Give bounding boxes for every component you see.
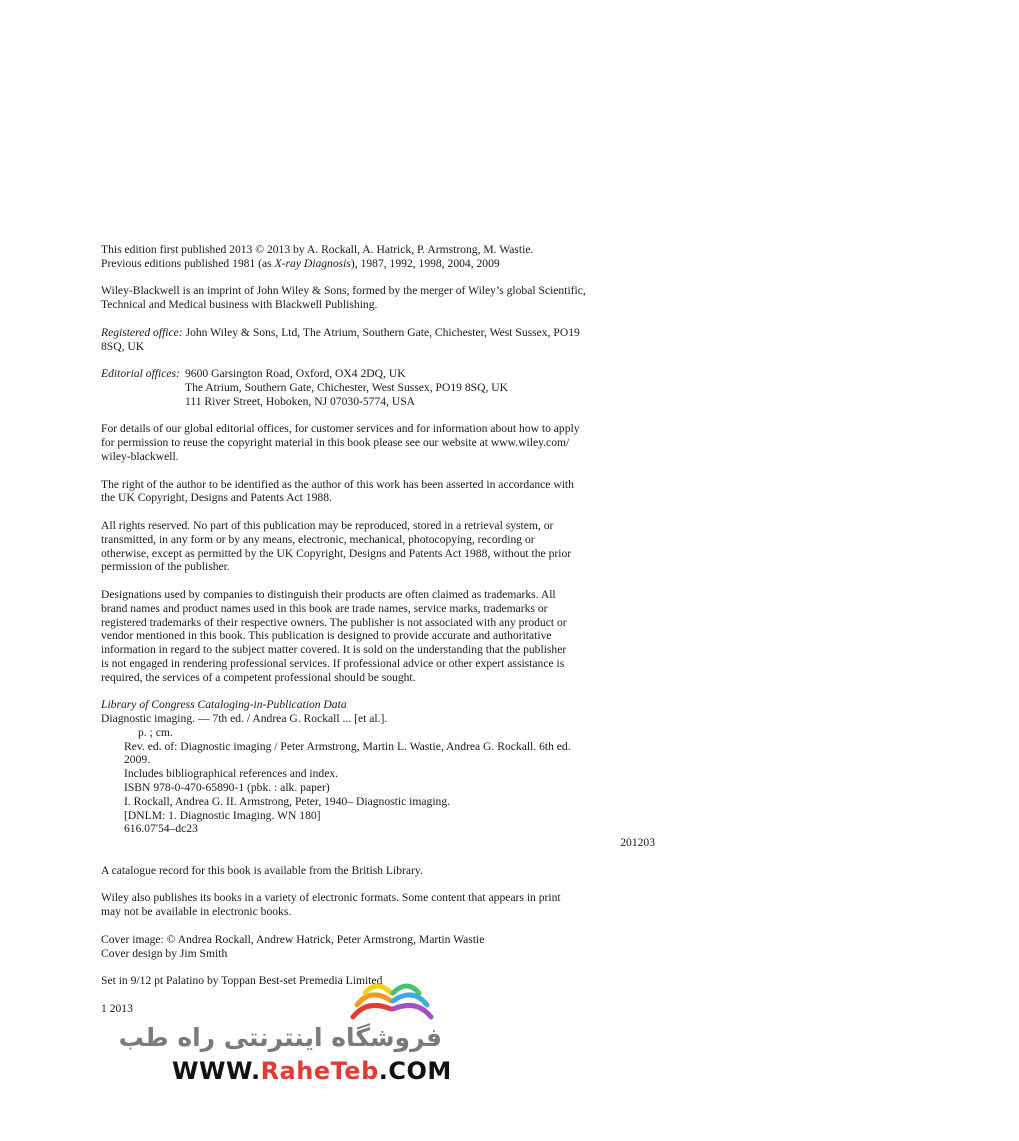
registered-office-address: John Wiley & Sons, Ltd, The Atrium, Southern Gate, Chichester, West Sussex, PO19 (182, 325, 580, 339)
rights-line-3: otherwise, except as permitted by the UK Copyright, Designs and Patents Act 1988, without the prior (101, 546, 572, 560)
designations-line-4: vendor mentioned in this book. This publication is designed to provide accurate and authoritative (101, 629, 552, 643)
copyright-page (101, 243, 661, 1030)
cover-design-line: Cover design by Jim Smith (101, 946, 228, 960)
cip-title-line: Diagnostic imaging. — 7th ed. / Andrea G. Rockall ... [et al.]. (101, 712, 388, 726)
catalogue-line: A catalogue record for this book is available from the British Library. (101, 863, 423, 877)
cip-class-line: 616.07'54–dc23 (124, 822, 198, 836)
designations-line-6: is not engaged in rendering professional services. If professional advice or other expert assistance is (101, 656, 565, 670)
cip-authors-line: I. Rockall, Andrea G. II. Armstrong, Peter, 1940– Diagnostic imaging. (124, 794, 451, 808)
author-right-paragraph (101, 478, 661, 506)
cip-data (101, 698, 661, 850)
electronic-paragraph (101, 891, 661, 919)
watermark-persian-text: فروشگاه اینترنتی راه طب (118, 1023, 442, 1052)
author-right-line-1: The right of the author to be identified as the author of this work has been asserted in accordance with (101, 477, 574, 491)
designations-line-5: information in regard to the subject matter covered. It is sold on the understanding that the publisher (101, 643, 567, 657)
previous-editions-line (101, 257, 661, 271)
imprint-line-2: Technical and Medical business with Blackwell Publishing. (101, 298, 378, 312)
rights-line-2: transmitted, in any form or by any means, electronic, mechanical, photocopying, recording or (101, 532, 535, 546)
imprint-paragraph (101, 284, 661, 312)
author-right-line-2: the UK Copyright, Designs and Patents Act 1988. (101, 491, 332, 505)
rights-line-4: permission of the publisher. (101, 560, 230, 574)
registered-office-line (101, 326, 661, 340)
editorial-offices (101, 367, 661, 408)
catalogue-paragraph (101, 864, 661, 878)
cip-heading: Library of Congress Cataloging-in-Publication Data (101, 698, 347, 712)
designations-line-2: brand names and product names used in this book are trade names, service marks, trademarks or (101, 601, 548, 615)
details-line-3: wiley-blackwell. (101, 449, 179, 463)
designations-line-1: Designations used by companies to distinguish their products are often claimed as trademarks. All (101, 587, 556, 601)
designations-line-3: registered trademarks of their respective owners. The publisher is not associated with any product or (101, 615, 567, 629)
registered-office-label: Registered office: (101, 325, 183, 339)
watermark-url-prefix: WWW. (172, 1057, 261, 1085)
watermark-url (172, 1057, 452, 1085)
details-paragraph (101, 422, 661, 463)
editorial-office-2: The Atrium, Southern Gate, Chichester, West Sussex, PO19 8SQ, UK (185, 380, 508, 394)
previous-title: X-ray Diagnosis (274, 256, 351, 270)
cover-paragraph (101, 933, 661, 961)
electronic-line-1: Wiley also publishes its books in a variety of electronic formats. Some content that appears in print (101, 891, 561, 905)
watermark-url-suffix: .COM (378, 1057, 452, 1085)
cip-rev-year-line: 2009. (124, 753, 151, 767)
rights-line-1: All rights reserved. No part of this publication may be reproduced, stored in a retrieval system, or (101, 518, 554, 532)
editorial-office-3: 111 River Street, Hoboken, NJ 07030-5774, USA (185, 394, 416, 408)
editorial-office-1: 9600 Garsington Road, Oxford, OX4 2DQ, UK (185, 367, 406, 381)
previous-editions-text: Previous editions published 1981 (as (101, 256, 275, 270)
watermark-url-brand: RaheTeb (260, 1057, 379, 1085)
imprint-line-1: Wiley-Blackwell is an imprint of John Wiley & Sons, formed by the merger of Wiley’s global Scientific, (101, 284, 586, 298)
cover-image-line: Cover image: © Andrea Rockall, Andrew Hatrick, Peter Armstrong, Martin Wastie (101, 932, 485, 946)
cip-pages-line: p. ; cm. (138, 725, 173, 739)
cip-includes-line: Includes bibliographical references and index. (124, 767, 339, 781)
previous-editions-years: ), 1987, 1992, 1998, 2004, 2009 (350, 256, 500, 270)
designations-line-7: required, the services of a competent professional should be sought. (101, 670, 416, 684)
cip-isbn-line: ISBN 978-0-470-65890-1 (pbk. : alk. paper) (124, 781, 330, 795)
editorial-offices-label: Editorial offices: (101, 367, 180, 381)
registered-office-line-2: 8SQ, UK (101, 339, 145, 353)
printing-line: 1 2013 (101, 1002, 133, 1016)
details-line-2: for permission to reuse the copyright material in this book please see our website at www.wiley.com/ (101, 436, 570, 450)
electronic-line-2: may not be available in electronic books. (101, 905, 292, 919)
book-logo-icon (345, 975, 440, 1025)
edition-paragraph (101, 243, 661, 271)
cip-number: 201203 (620, 836, 655, 850)
editorial-offices-list (185, 367, 508, 408)
details-line-1: For details of our global editorial offices, for customer services and for information about how to apply (101, 422, 580, 436)
designations-paragraph (101, 588, 661, 685)
typeset-line: Set in 9/12 pt Palatino by Toppan Best-set Premedia Limited (101, 974, 383, 988)
rights-paragraph (101, 519, 661, 574)
cip-rev-line: Rev. ed. of: Diagnostic imaging / Peter Armstrong, Martin L. Wastie, Andrea G. Rockall. 6th ed. (124, 739, 571, 753)
watermark (118, 975, 452, 1090)
registered-office-paragraph (101, 326, 661, 354)
edition-line: This edition first published 2013 © 2013 by A. Rockall, A. Hatrick, P. Armstrong, M. Wastie. (101, 243, 534, 256)
cip-dnlm-line: [DNLM: 1. Diagnostic Imaging. WN 180] (124, 808, 321, 822)
